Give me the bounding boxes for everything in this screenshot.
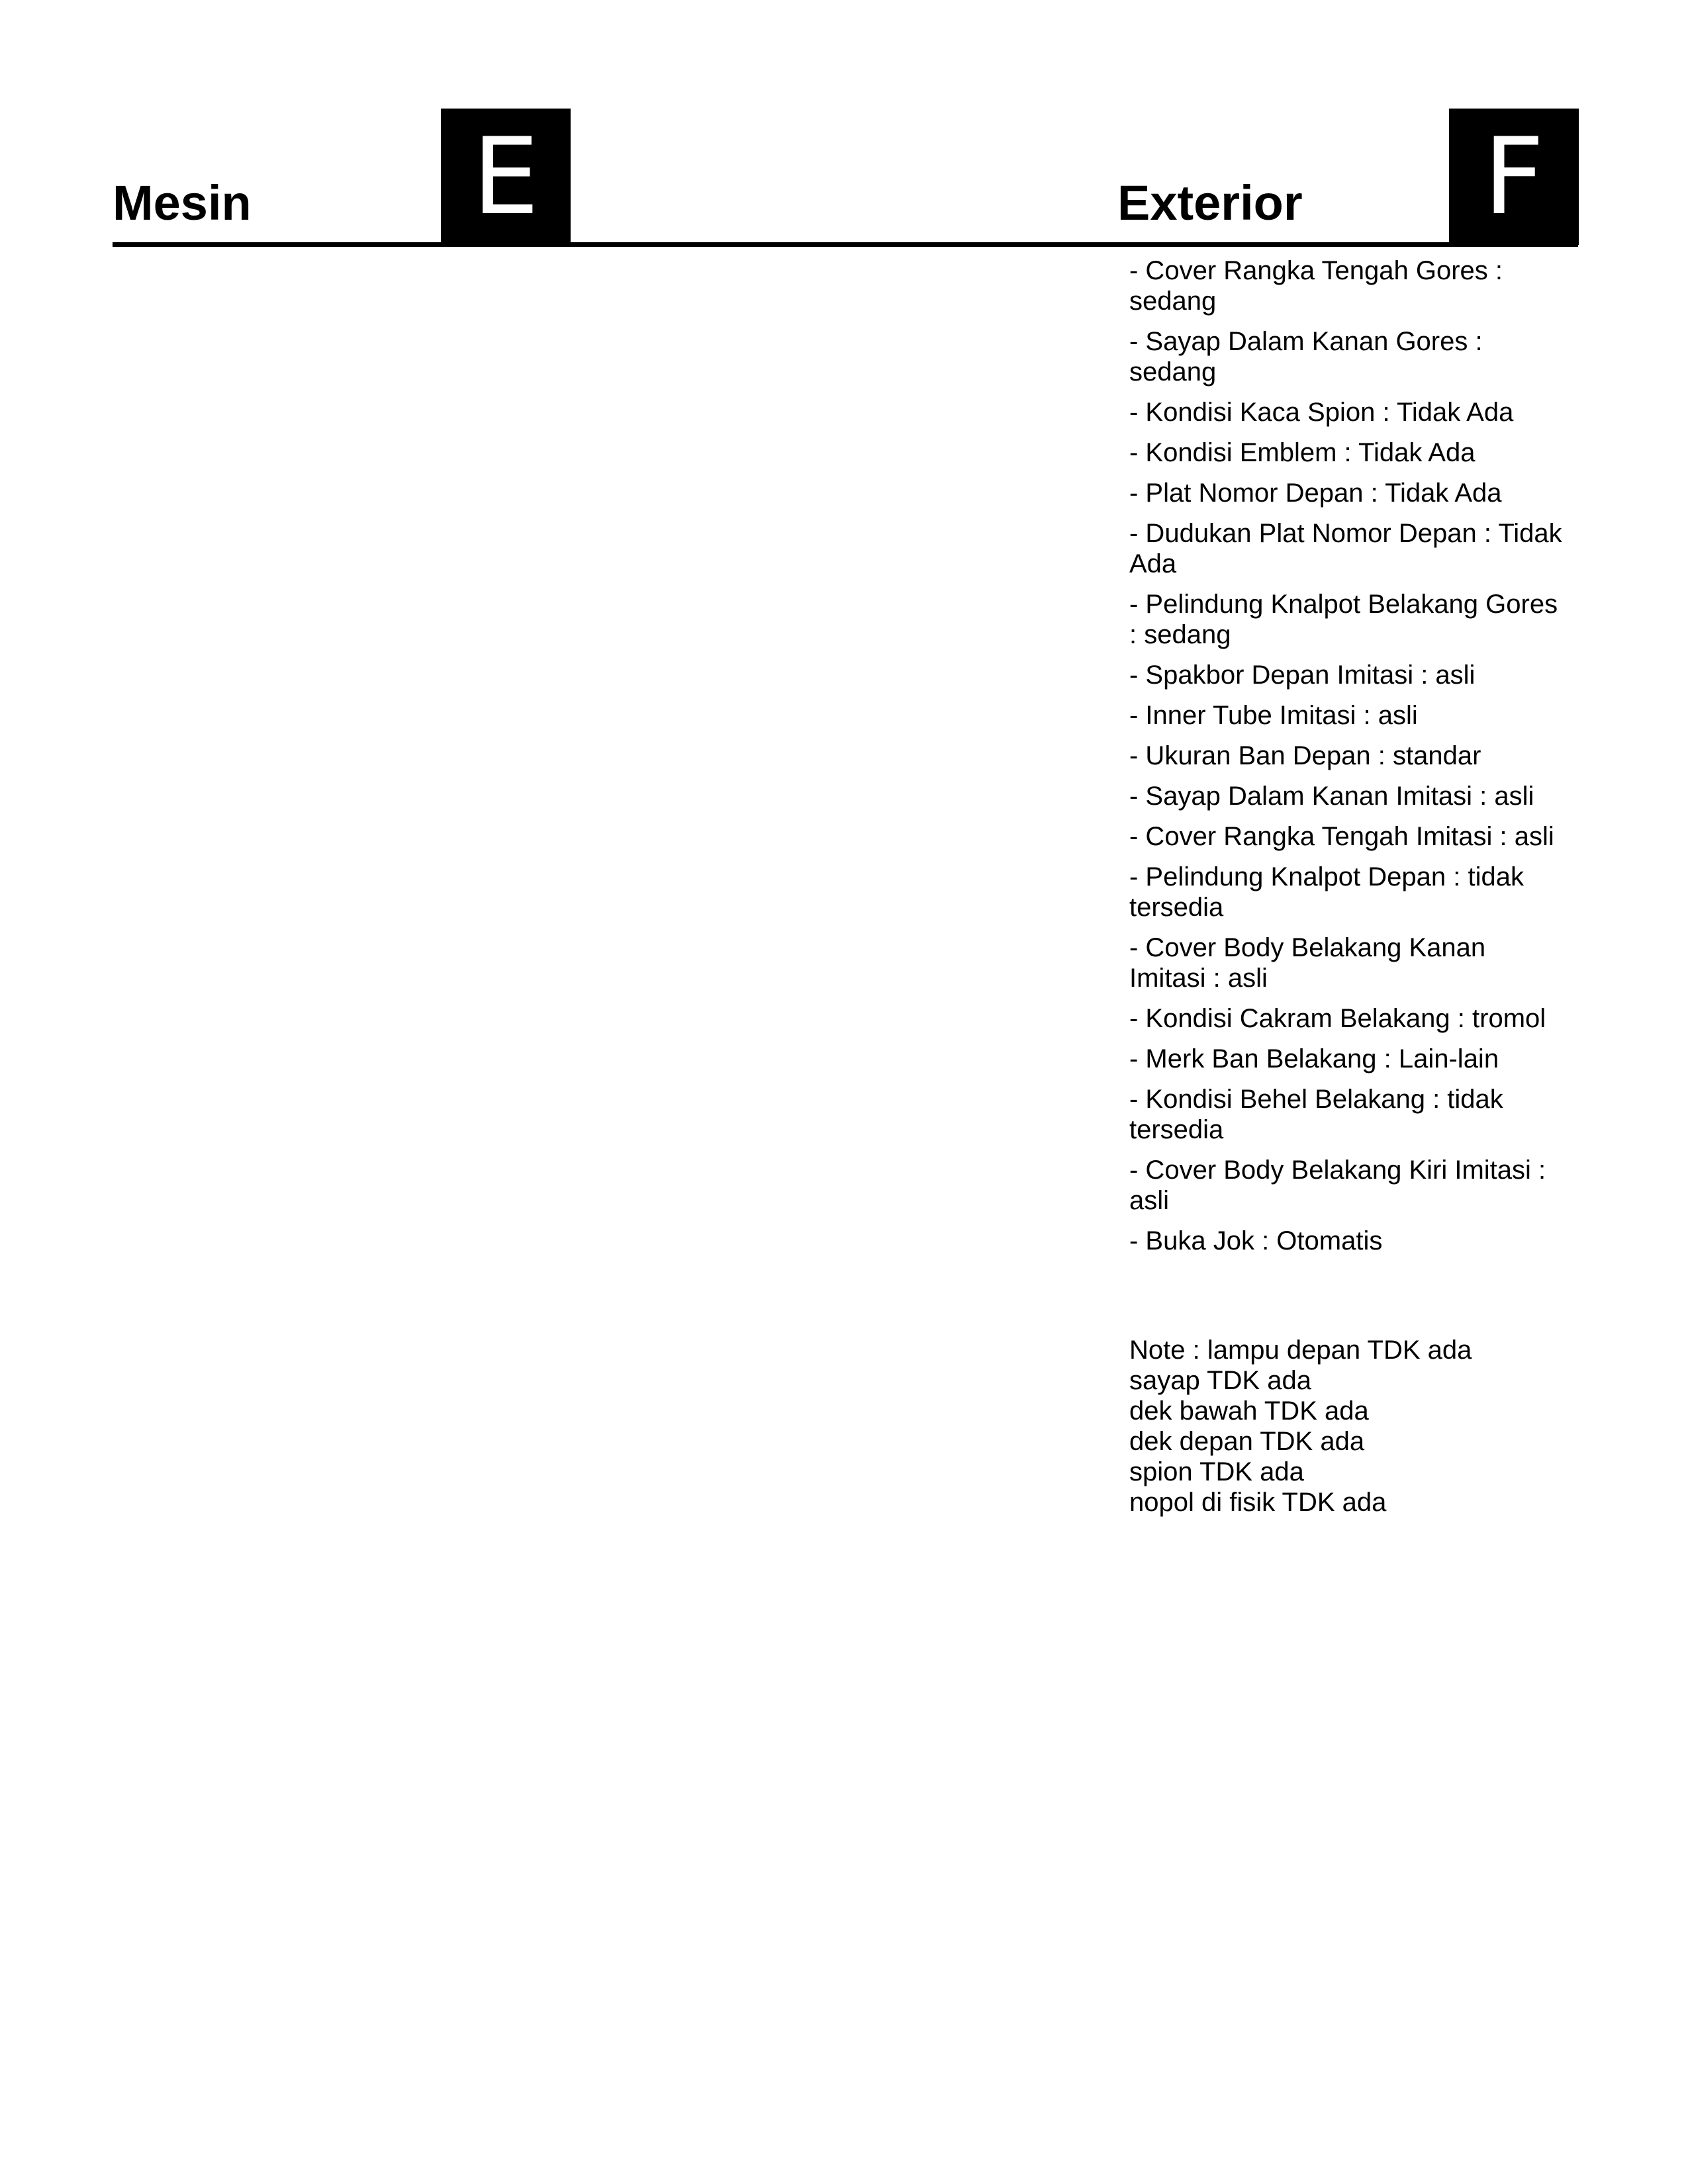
exterior-item: - Cover Body Belakang Kiri Imitasi : asli	[1129, 1156, 1546, 1215]
exterior-item: - Sayap Dalam Kanan Gores : sedang	[1129, 327, 1483, 387]
exterior-item: - Pelindung Knalpot Belakang Gores : sedang	[1129, 590, 1558, 649]
note-line: dek depan TDK ada	[1129, 1427, 1365, 1456]
exterior-item: - Spakbor Depan Imitasi : asli	[1129, 660, 1476, 690]
exterior-item-list	[1129, 255, 1566, 1266]
exterior-item: - Merk Ban Belakang : Lain-lain	[1129, 1044, 1499, 1073]
note-line: nopol di fisik TDK ada	[1129, 1488, 1387, 1517]
section-title-mesin: Mesin	[113, 175, 252, 230]
header-divider	[113, 242, 1578, 247]
note-line: dek bawah TDK ada	[1129, 1396, 1369, 1426]
exterior-item: - Sayap Dalam Kanan Imitasi : asli	[1129, 782, 1534, 811]
section-letter-e-badge: E	[441, 109, 571, 245]
exterior-item: - Inner Tube Imitasi : asli	[1129, 701, 1418, 730]
exterior-item: - Kondisi Kaca Spion : Tidak Ada	[1129, 398, 1514, 427]
note-line: spion TDK ada	[1129, 1457, 1304, 1486]
exterior-item: - Cover Rangka Tengah Gores : sedang	[1129, 256, 1503, 316]
exterior-item: - Pelindung Knalpot Depan : tidak tersedia	[1129, 862, 1524, 922]
note-line: sayap TDK ada	[1129, 1366, 1311, 1395]
exterior-item: - Buka Jok : Otomatis	[1129, 1226, 1383, 1255]
exterior-item: - Plat Nomor Depan : Tidak Ada	[1129, 478, 1502, 508]
exterior-item: - Cover Rangka Tengah Imitasi : asli	[1129, 822, 1554, 851]
section-letter-f-badge: F	[1449, 109, 1579, 245]
exterior-note	[1129, 1335, 1566, 1518]
note-line: Note : lampu depan TDK ada	[1129, 1336, 1472, 1365]
exterior-item: - Kondisi Emblem : Tidak Ada	[1129, 438, 1476, 467]
exterior-item: - Cover Body Belakang Kanan Imitasi : asli	[1129, 933, 1486, 993]
exterior-item: - Ukuran Ban Depan : standar	[1129, 741, 1481, 770]
exterior-item: - Kondisi Cakram Belakang : tromol	[1129, 1004, 1546, 1033]
section-title-exterior: Exterior	[1117, 175, 1303, 230]
exterior-item: - Dudukan Plat Nomor Depan : Tidak Ada	[1129, 519, 1562, 578]
exterior-item: - Kondisi Behel Belakang : tidak tersedia	[1129, 1085, 1503, 1144]
